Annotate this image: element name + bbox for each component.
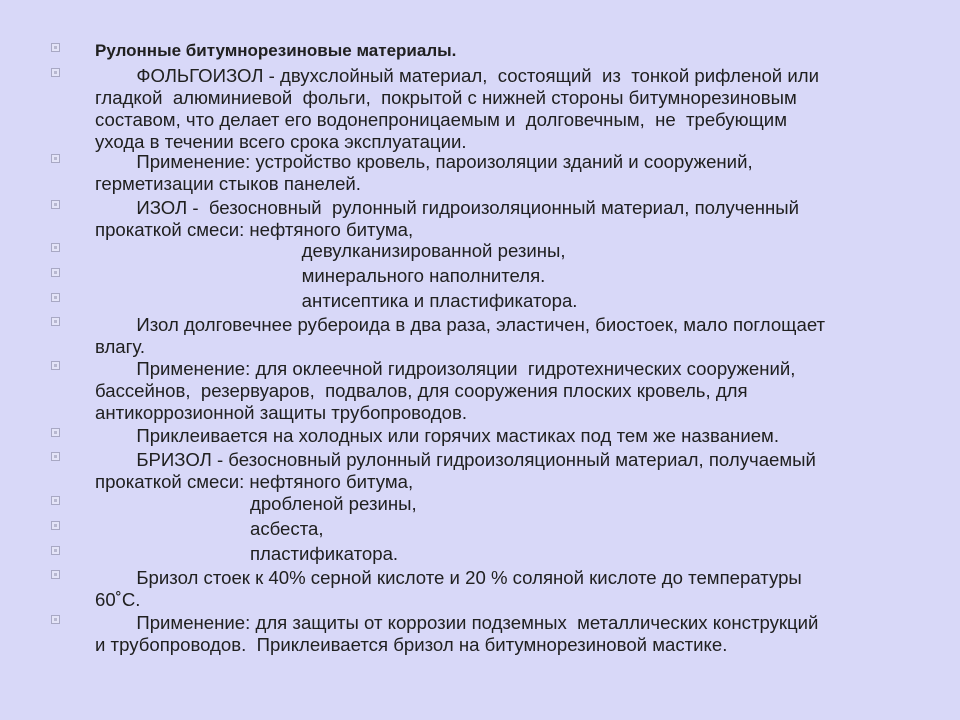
square-bullet-icon xyxy=(51,243,60,252)
text-line: Применение: для защиты от коррозии подземных металлических конструкций xyxy=(95,612,819,633)
text-line: антикоррозионной защиты трубопроводов. xyxy=(95,402,468,423)
paragraph-text xyxy=(95,65,915,153)
text-line: Бризол стоек к 40% серной кислоте и 20 % соляной кислоте до температуры xyxy=(95,567,802,588)
text-line: влагу. xyxy=(95,336,146,357)
paragraph-text xyxy=(95,265,915,287)
square-bullet-icon xyxy=(51,452,60,461)
square-bullet-icon xyxy=(51,154,60,163)
paragraph-text xyxy=(95,151,915,195)
text-line: гладкой алюминиевой фольги, покрытой с нижней стороны битумнорезиновым xyxy=(95,87,797,108)
square-bullet-icon xyxy=(51,43,60,52)
paragraph-text xyxy=(95,240,915,262)
text-line: Применение: устройство кровель, пароизоляции зданий и сооружений, xyxy=(95,151,753,172)
text-line: бассейнов, резервуаров, подвалов, для сооружения плоских кровель, для xyxy=(95,380,748,401)
text-line: Изол долговечнее рубероида в два раза, эластичен, биостоек, мало поглощает xyxy=(95,314,826,335)
text-line: ухода в течении всего срока эксплуатации. xyxy=(95,131,467,152)
text-line: дробленой резины, xyxy=(95,493,417,514)
text-line: прокаткой смеси: нефтяного битума, xyxy=(95,219,414,240)
text-line: Приклеивается на холодных или горячих мастиках под тем же названием. xyxy=(95,425,779,446)
paragraph-text xyxy=(95,358,915,424)
paragraph-text xyxy=(95,449,915,493)
square-bullet-icon xyxy=(51,293,60,302)
text-line: ФОЛЬГОИЗОЛ - двухслойный материал, состоящий из тонкой рифленой или xyxy=(95,65,819,86)
square-bullet-icon xyxy=(51,428,60,437)
square-bullet-icon xyxy=(51,268,60,277)
text-line: минерального наполнителя. xyxy=(95,265,546,286)
square-bullet-icon xyxy=(51,200,60,209)
slide-heading: Рулонные битумнорезиновые материалы. xyxy=(95,41,457,60)
text-line: БРИЗОЛ - безосновный рулонный гидроизоляционный материал, получаемый xyxy=(95,449,816,470)
square-bullet-icon xyxy=(51,615,60,624)
paragraph-text xyxy=(95,425,915,447)
text-line: асбеста, xyxy=(95,518,324,539)
text-line: и трубопроводов. Приклеивается бризол на битумнорезиновой мастике. xyxy=(95,634,728,655)
square-bullet-icon xyxy=(51,496,60,505)
text-line: герметизации стыков панелей. xyxy=(95,173,361,194)
paragraph-text xyxy=(95,612,915,656)
paragraph-text xyxy=(95,493,915,515)
paragraph-text xyxy=(95,543,915,565)
text-line: ИЗОЛ - безосновный рулонный гидроизоляционный материал, полученный xyxy=(95,197,800,218)
text-line: антисептика и пластификатора. xyxy=(95,290,578,311)
paragraph-text xyxy=(95,518,915,540)
text-line: 60˚С. xyxy=(95,589,141,610)
square-bullet-icon xyxy=(51,68,60,77)
text-line: девулканизированной резины, xyxy=(95,240,566,261)
square-bullet-icon xyxy=(51,570,60,579)
square-bullet-icon xyxy=(51,317,60,326)
paragraph-text xyxy=(95,314,915,358)
text-line: прокаткой смеси: нефтяного битума, xyxy=(95,471,414,492)
paragraph-text xyxy=(95,567,915,611)
square-bullet-icon xyxy=(51,361,60,370)
square-bullet-icon xyxy=(51,521,60,530)
square-bullet-icon xyxy=(51,546,60,555)
text-line: составом, что делает его водонепроницаемым и долговечным, не требующим xyxy=(95,109,787,130)
paragraph-text xyxy=(95,197,915,241)
text-line: пластификатора. xyxy=(95,543,399,564)
text-line: Применение: для оклеечной гидроизоляции гидротехнических сооружений, xyxy=(95,358,796,379)
paragraph-text xyxy=(95,290,915,312)
